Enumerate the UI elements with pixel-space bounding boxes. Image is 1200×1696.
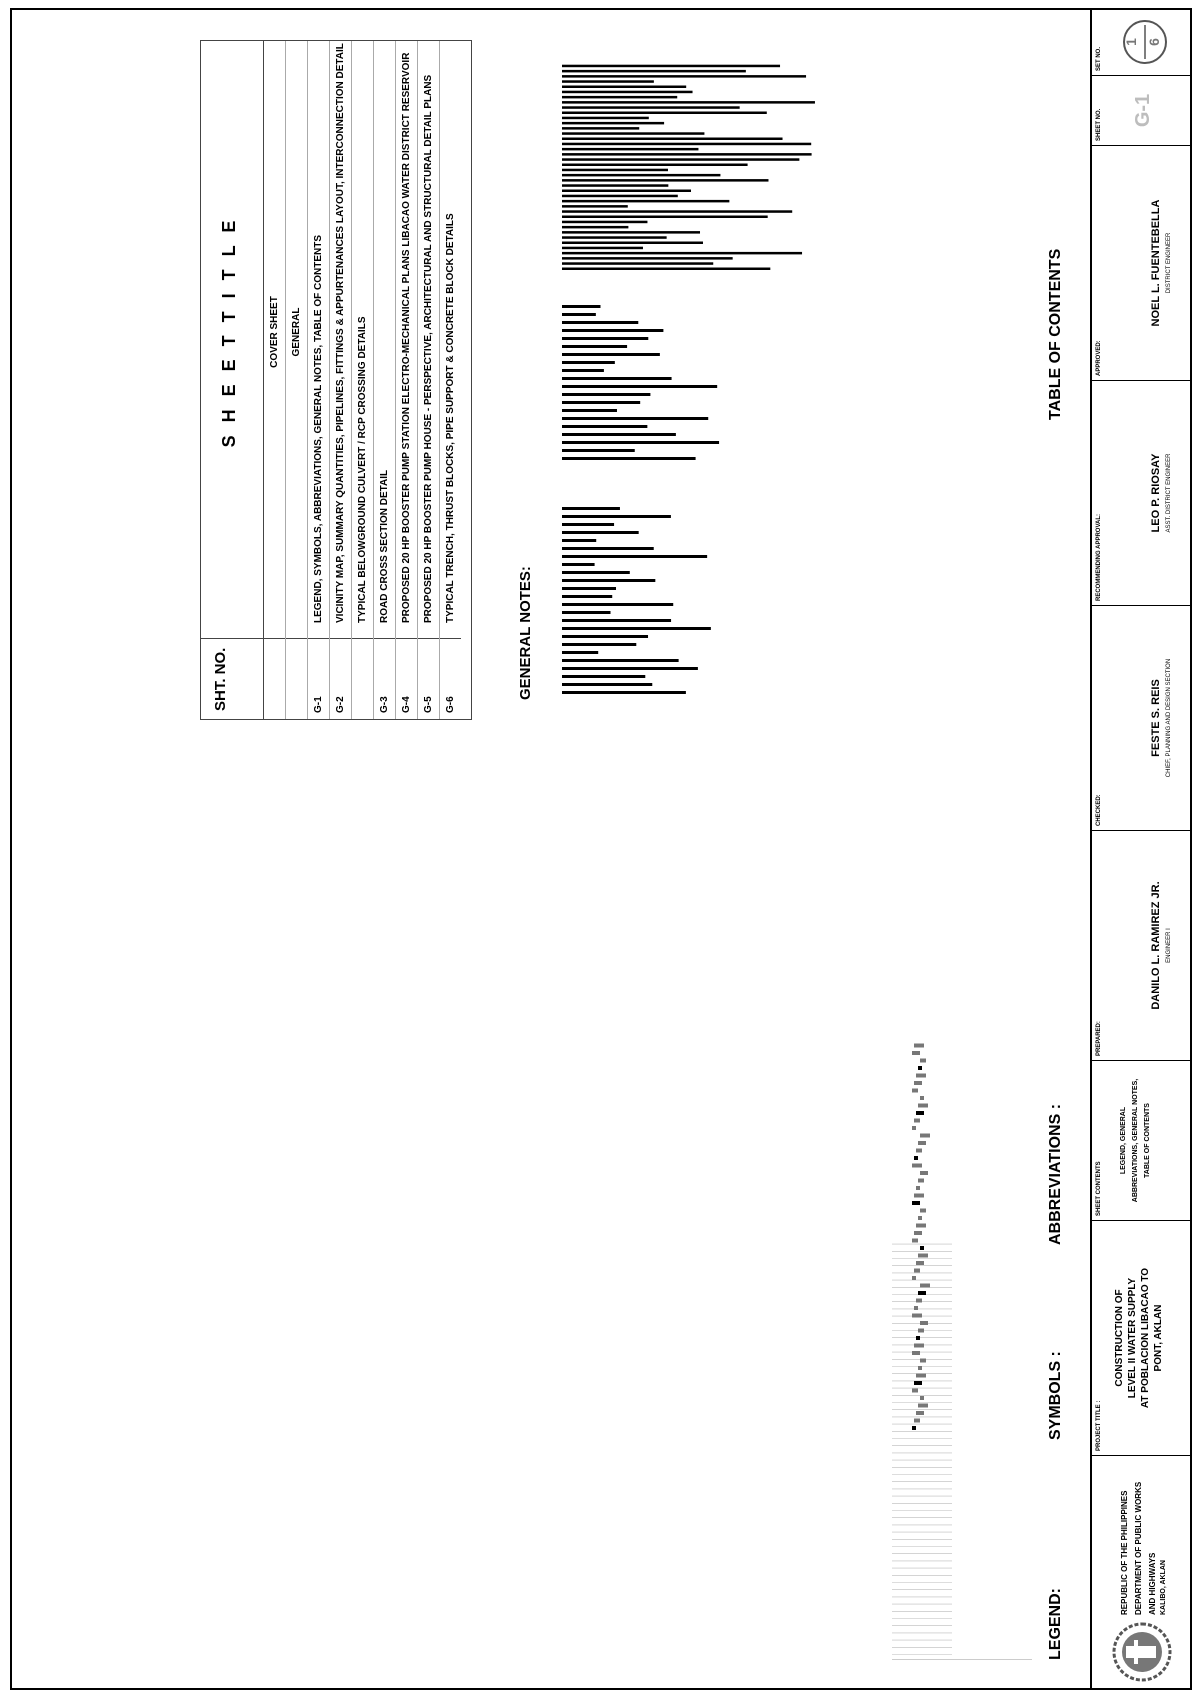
toc-cover-row: [264, 41, 286, 719]
toc-header: [201, 41, 264, 719]
prepared-cell: PREPARED: DANILO L. RAMIREZ JR. ENGINEER I: [1092, 830, 1192, 1060]
toc-col-title: S H E E T T I T L E: [219, 216, 239, 448]
approved-cell: APPROVED: NOEL L. FUENTEBELLA DISTRICT ENGINEER: [1092, 145, 1192, 380]
toc-heading: TABLE OF CONTENTS: [1047, 248, 1064, 420]
sheet-no-cell: SHEET NO. G-1: [1092, 75, 1192, 145]
general-notes-heading: GENERAL NOTES:: [517, 566, 534, 700]
sheet-number: G-1: [1132, 93, 1154, 128]
agency-line: REPUBLIC OF THE PHILIPPINES: [1120, 1490, 1129, 1615]
recommending-cell: RECOMMENDING APPROVAL: LEO P. RIOSAY ASST. DISTRICT ENGINEER: [1092, 380, 1192, 605]
project-title-cell: PROJECT TITLE : CONSTRUCTION OF LEVEL II WATER SUPPLY AT POBLACION LIBACAO TO PONT, AKLAN: [1092, 1220, 1192, 1455]
legend-symbols-abbreviations-graphic: [852, 780, 1042, 1660]
abbreviations-heading: ABBREVIATIONS :: [1047, 1103, 1064, 1245]
agency-line: KALIBO, AKLAN: [1160, 1560, 1167, 1615]
toc-row: G-3 ROAD CROSS SECTION DETAIL: [374, 41, 396, 719]
sheet-fraction-bottom: 6: [1146, 38, 1162, 46]
dpwh-seal-icon: [1112, 1622, 1172, 1682]
agency-line: AND HIGHWAYS: [1148, 1552, 1157, 1615]
drawing-sheet: [10, 8, 1192, 1690]
rotated-drawing-content: [12, 10, 1192, 1690]
toc-row: G-2 VICINITY MAP, SUMMARY QUANTITIES, PIPELINES, FITTINGS & APPURTENANCES LAYOUT, INTERCONNECTION DETAIL: [330, 41, 352, 719]
toc-row: TYPICAL BELOWGROUND CULVERT / RCP CROSSING DETAILS: [352, 41, 374, 719]
toc-row: G-5 PROPOSED 20 HP BOOSTER PUMP HOUSE - PERSPECTIVE, ARCHITECTURAL AND STRUCTURAL DETAIL PLANS: [418, 41, 440, 719]
set-no-cell: SET NO. 1 6: [1092, 12, 1192, 75]
toc-general-row: [286, 41, 308, 719]
toc-row: G-6 TYPICAL TRENCH, THRUST BLOCKS, PIPE SUPPORT & CONCRETE BLOCK DETAILS: [440, 41, 461, 719]
symbols-heading: SYMBOLS :: [1047, 1351, 1064, 1440]
agency-cell: [1092, 1455, 1192, 1690]
checked-cell: CHECKED: FESTE S. REIS CHIEF, PLANNING AND DESIGN SECTION: [1092, 605, 1192, 830]
table-of-contents: [200, 40, 472, 720]
toc-row: G-1 LEGEND, SYMBOLS, ABBREVIATIONS, GENERAL NOTES, TABLE OF CONTENTS: [308, 41, 330, 719]
general-notes-text: [542, 60, 822, 700]
title-block: [1090, 10, 1194, 1690]
agency-line: DEPARTMENT OF PUBLIC WORKS: [1134, 1481, 1143, 1615]
toc-col-no: SHT. NO.: [212, 647, 229, 711]
sheet-contents-cell: SHEET CONTENTS LEGEND, GENERAL ABBREVIATIONS, GENERAL NOTES, TABLE OF CONTENTS: [1092, 1060, 1192, 1220]
sheet-fraction-top: 1: [1123, 38, 1139, 46]
toc-row: G-4 PROPOSED 20 HP BOOSTER PUMP STATION ELECTRO-MECHANICAL PLANS LIBACAO WATER DISTRICT RESERVOIR: [396, 41, 418, 719]
toc-cover: COVER SHEET: [269, 296, 280, 368]
toc-general: GENERAL: [291, 307, 302, 357]
legend-heading: LEGEND:: [1047, 1588, 1064, 1660]
